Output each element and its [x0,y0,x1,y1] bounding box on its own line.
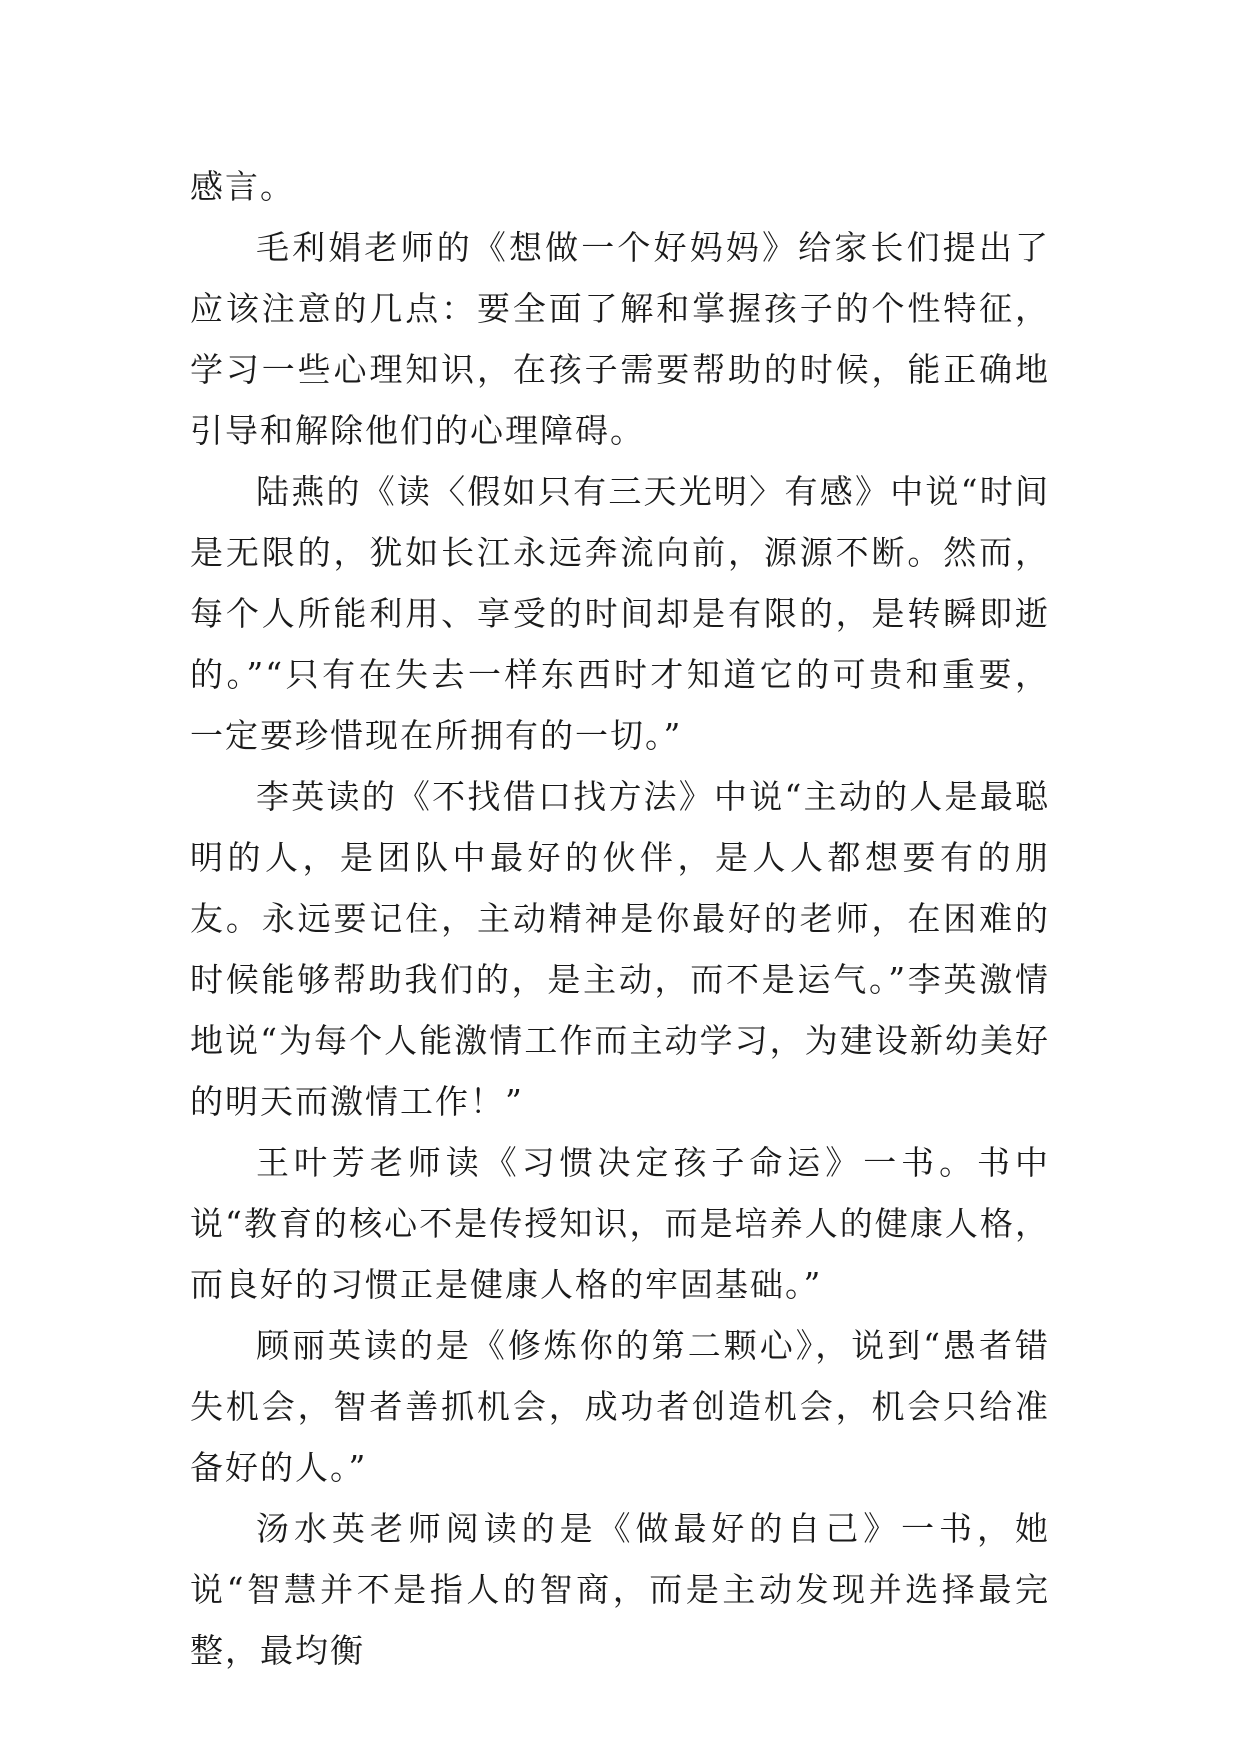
document-body [190,156,1050,1681]
paragraph-continuation: 感言。 [190,167,295,206]
paragraph-tang-shuiying: 汤水英老师阅读的是《做最好的自己》一书，她说“智慧并不是指人的智商，而是主动发现并选择最完整，最均衡 [190,1509,1050,1670]
paragraph-mao-lijuan: 毛利娟老师的《想做一个好妈妈》给家长们提出了应该注意的几点：要全面了解和掌握孩子的个性特征，学习一些心理知识，在孩子需要帮助的时候，能正确地引导和解除他们的心理障碍。 [190,228,1050,450]
paragraph-wang-yefang: 王叶芳老师读《习惯决定孩子命运》一书。书中说“教育的核心不是传授知识，而是培养人的健康人格，而良好的习惯正是健康人格的牢固基础。” [190,1143,1050,1304]
paragraph-lu-yan: 陆燕的《读〈假如只有三天光明〉有感》中说“时间是无限的，犹如长江永远奔流向前，源源不断。然而，每个人所能利用、享受的时间却是有限的，是转瞬即逝的。”“只有在失去一样东西时才知道它的可贵和重要，一定要珍惜现在所拥有的一切。” [190,472,1050,755]
paragraph-li-ying: 李英读的《不找借口找方法》中说“主动的人是最聪明的人，是团队中最好的伙伴，是人人都想要有的朋友。永远要记住，主动精神是你最好的老师，在困难的时候能够帮助我们的，是主动，而不是运气。”李英激情地说“为每个人能激情工作而主动学习，为建设新幼美好的明天而激情工作！” [190,777,1050,1121]
paragraph-gu-liying: 顾丽英读的是《修炼你的第二颗心》，说到“愚者错失机会，智者善抓机会，成功者创造机会，机会只给准备好的人。” [190,1326,1050,1487]
